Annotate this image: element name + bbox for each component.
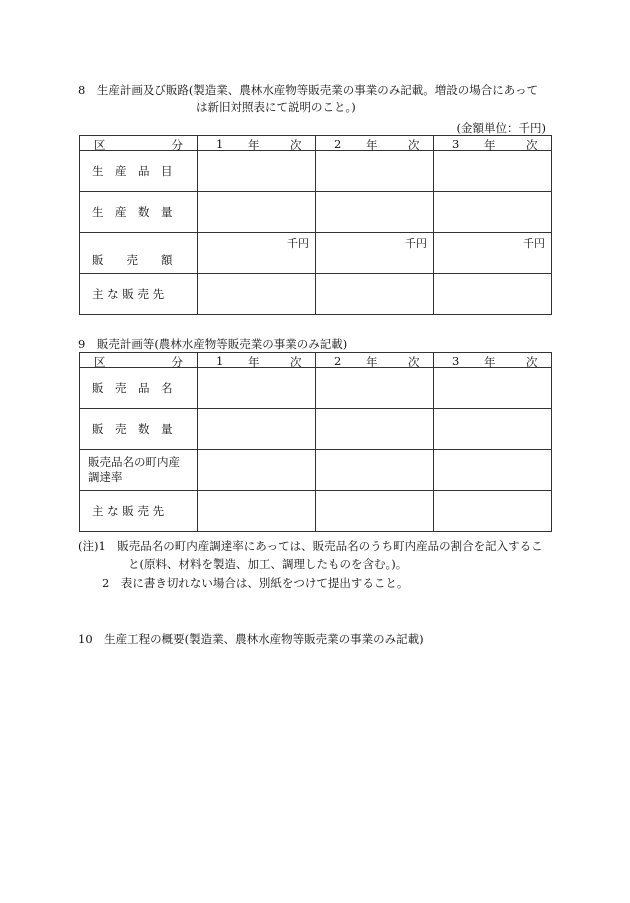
input-cell[interactable]: [434, 274, 552, 315]
input-cell[interactable]: [316, 274, 434, 315]
header-year-3: 3 年 次: [434, 353, 552, 368]
table-header-row: [80, 136, 552, 151]
row-label-production-items: 生 産 品 目: [80, 151, 198, 192]
table-row: [80, 409, 552, 450]
header-year-2: 2 年 次: [316, 353, 434, 368]
note-1-line2: と(原料、材料を製造、加工、調理したものを含む。)。: [128, 557, 408, 571]
input-cell[interactable]: [434, 450, 552, 491]
table-row: [80, 274, 552, 315]
table-header-row: [80, 353, 552, 368]
table-row: [80, 192, 552, 233]
input-cell[interactable]: [316, 450, 434, 491]
input-cell[interactable]: [434, 491, 552, 532]
input-cell[interactable]: [316, 368, 434, 409]
note-1-line1: (注)1 販売品名の町内産調達率にあっては、販売品名のうち町内産品の割合を記入するこ: [78, 539, 543, 553]
input-cell[interactable]: [434, 233, 552, 274]
section9-heading: 9 販売計画等(農林水産物等販売業の事業のみ記載): [78, 337, 348, 351]
row-label-production-quantity: 生 産 数 量: [80, 192, 198, 233]
input-cell[interactable]: [198, 450, 316, 491]
input-cell[interactable]: [316, 151, 434, 192]
input-cell[interactable]: [316, 491, 434, 532]
section8-heading-line1: 8 生産計画及び販路(製造業、農林水産物等販売業の事業のみ記載。増設の場合にあって: [78, 83, 539, 97]
input-cell[interactable]: [198, 151, 316, 192]
input-cell[interactable]: [434, 192, 552, 233]
header-year-1: 1 年 次: [198, 353, 316, 368]
input-cell[interactable]: [198, 491, 316, 532]
header-category: 区 分: [80, 353, 198, 368]
input-cell[interactable]: [434, 368, 552, 409]
table-row: [80, 491, 552, 532]
row-label-local-procurement-rate: 販売品名の町内産 調達率: [80, 450, 198, 491]
production-plan-table: [79, 135, 552, 315]
unit-label: 千円: [287, 237, 309, 250]
input-cell[interactable]: [198, 233, 316, 274]
row-label-main-buyers: 主 な 販 売 先: [80, 274, 198, 315]
input-cell[interactable]: [434, 409, 552, 450]
input-cell[interactable]: [316, 192, 434, 233]
row-label-sales-amount: 販 売 額: [80, 233, 198, 274]
note-2: 2 表に書き切れない場合は、別紙をつけて提出すること。: [102, 576, 409, 590]
sales-plan-table: [79, 352, 552, 532]
table-row: [80, 151, 552, 192]
input-cell[interactable]: [198, 192, 316, 233]
table-row: [80, 450, 552, 491]
header-year-2: 2 年 次: [316, 136, 434, 151]
input-cell[interactable]: [198, 274, 316, 315]
section10-heading: 10 生産工程の概要(製造業、農林水産物等販売業の事業のみ記載): [78, 632, 424, 646]
header-year-3: 3 年 次: [434, 136, 552, 151]
row-label-main-buyers: 主 な 販 売 先: [80, 491, 198, 532]
header-category: 区 分: [80, 136, 198, 151]
input-cell[interactable]: [316, 409, 434, 450]
section8-heading-line2: は新旧対照表にて説明のこと。): [196, 100, 356, 114]
row-label-sales-items: 販 売 品 名: [80, 368, 198, 409]
unit-label: 千円: [405, 237, 427, 250]
table-row: [80, 368, 552, 409]
header-year-1: 1 年 次: [198, 136, 316, 151]
input-cell[interactable]: [316, 233, 434, 274]
table-row: [80, 233, 552, 274]
input-cell[interactable]: [434, 151, 552, 192]
input-cell[interactable]: [198, 368, 316, 409]
amount-unit-note: (金額単位：千円): [456, 121, 546, 135]
unit-label: 千円: [523, 237, 545, 250]
row-label-sales-quantity: 販 売 数 量: [80, 409, 198, 450]
input-cell[interactable]: [198, 409, 316, 450]
